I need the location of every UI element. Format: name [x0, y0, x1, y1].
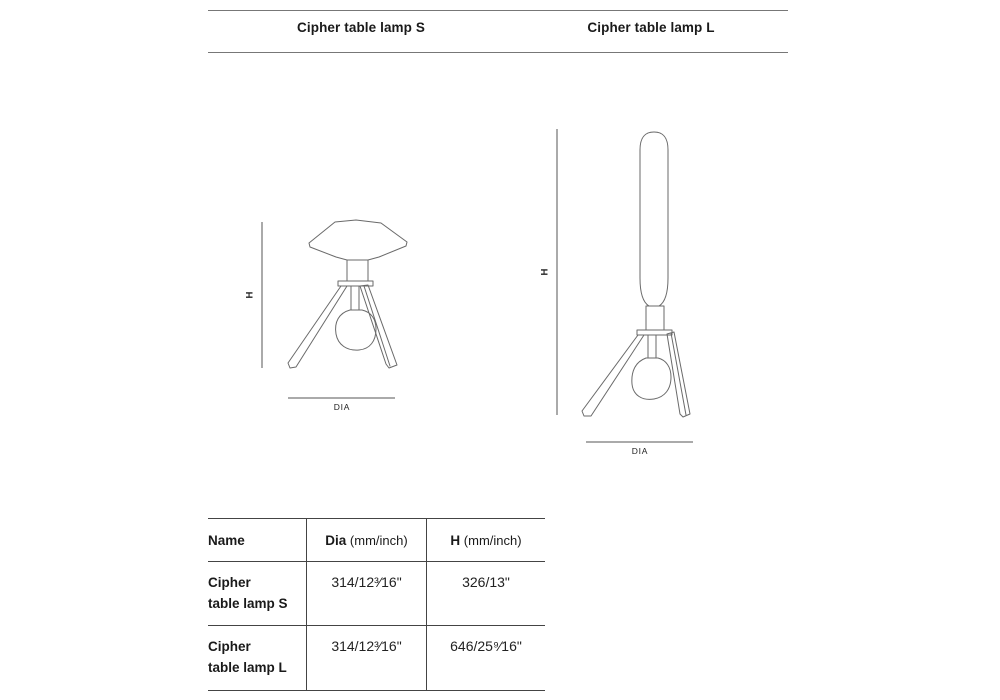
lamp-s-shade [309, 220, 407, 260]
row-l-name-line1: Cipher [208, 639, 251, 654]
row-s-dia-value: 314/12³⁄16" [306, 562, 426, 625]
column-header-dia-label: Dia [325, 532, 347, 548]
lamp-l-drawing [530, 120, 710, 460]
table-row-lamp-l [208, 626, 545, 691]
dimensions-table [208, 518, 545, 691]
lamp-l-h-label: H [539, 268, 551, 276]
row-s-name-line1: Cipher [208, 575, 251, 590]
column-header-name-label: Name [208, 532, 245, 548]
header-rule-top [208, 10, 788, 11]
column-header-h-unit: (mm/inch) [460, 532, 522, 548]
lamp-l-shade [640, 132, 668, 306]
column-header-h [426, 519, 545, 561]
row-s-name [208, 562, 306, 625]
lamp-s-drawing [240, 210, 415, 420]
lamp-l-bulb [632, 358, 671, 399]
row-l-name [208, 626, 306, 690]
lamp-s-h-label: H [244, 291, 256, 299]
table-row-lamp-s [208, 562, 545, 626]
lamp-s-neck [347, 260, 368, 281]
lamp-s-dia-label: DIA [333, 402, 351, 412]
table-header-row [208, 518, 545, 562]
lamp-l-leg-left [582, 335, 644, 416]
row-s-name-line2: table lamp S [208, 596, 288, 611]
lamp-l-dia-label: DIA [631, 446, 649, 456]
row-l-h-value: 646/25⁹⁄16" [426, 626, 545, 690]
column-header-dia [306, 519, 426, 561]
column-header-name [208, 519, 306, 561]
lamp-s-leg-left [288, 286, 347, 368]
row-l-dia-value: 314/12³⁄16" [306, 626, 426, 690]
header-rule-bottom [208, 52, 788, 53]
lamp-s-leg-right-edge [364, 286, 390, 366]
column-header-dia-unit: (mm/inch) [346, 532, 408, 548]
product-title-l: Cipher table lamp L [587, 20, 715, 35]
row-l-name-line2: table lamp L [208, 660, 287, 675]
column-header-h-label: H [450, 532, 461, 548]
lamp-l-neck [646, 306, 664, 330]
lamp-s-leg-right [360, 285, 397, 368]
row-s-h-value: 326/13" [426, 562, 545, 625]
header-titles [216, 20, 796, 35]
product-title-s: Cipher table lamp S [297, 20, 425, 35]
